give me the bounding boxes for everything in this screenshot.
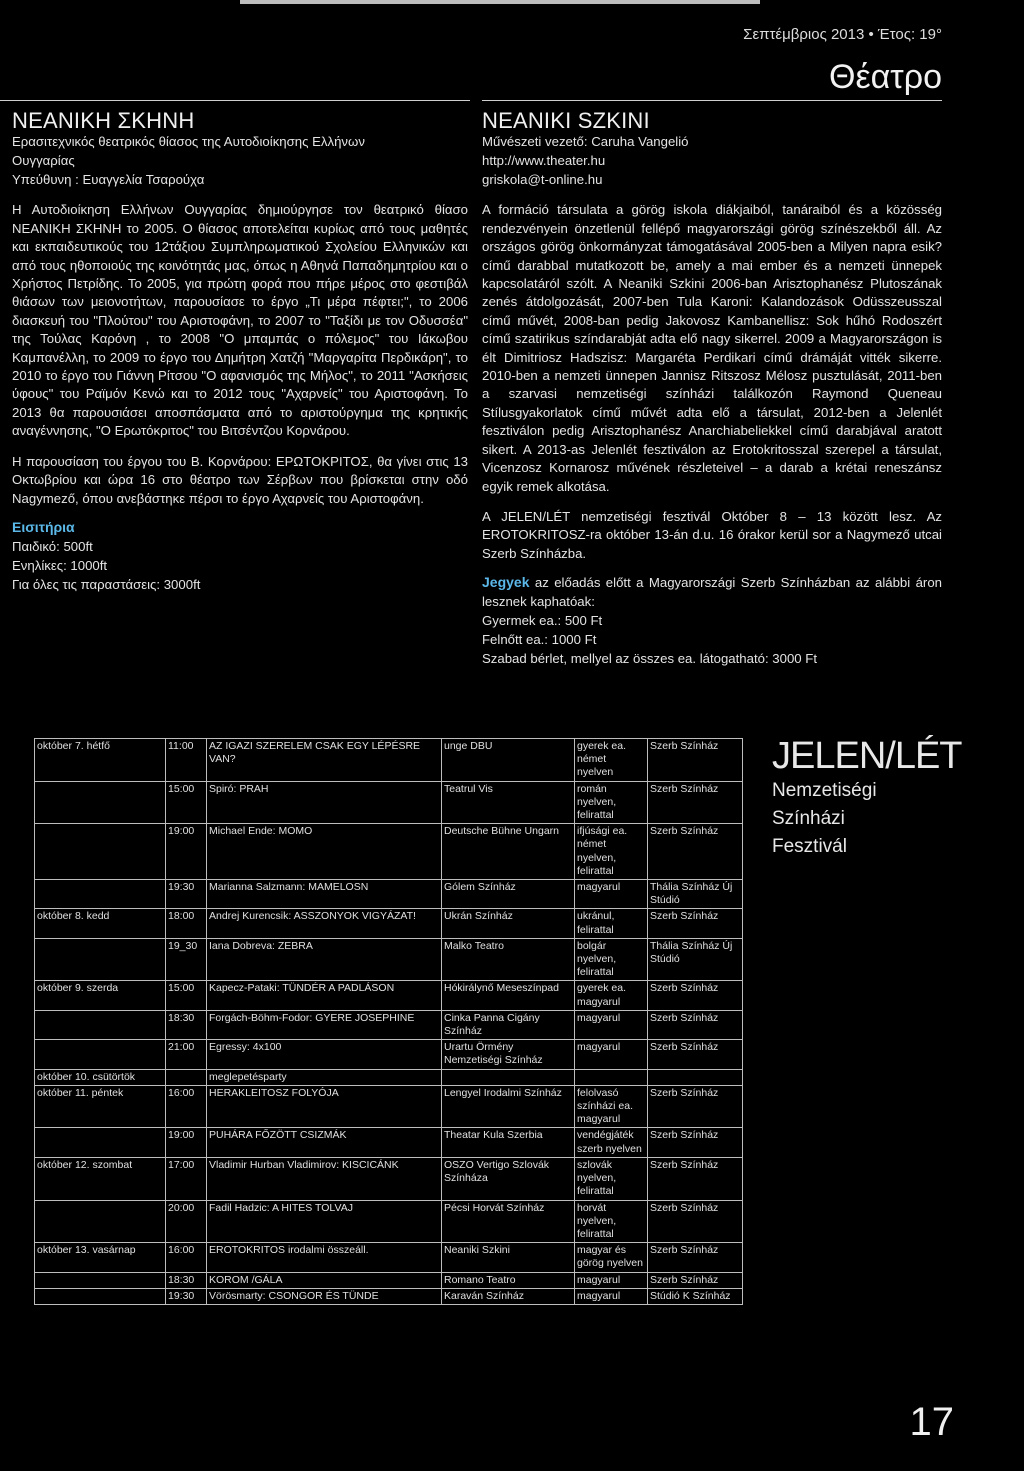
schedule-day	[35, 1200, 166, 1243]
schedule-language: magyar és görög nyelven	[575, 1243, 648, 1272]
schedule-play: Michael Ende: MOMO	[207, 824, 442, 880]
schedule-venue: Szerb Színház	[648, 1157, 743, 1200]
schedule-day	[35, 938, 166, 981]
schedule-company: Neaniki Szkini	[442, 1243, 575, 1272]
schedule-time: 19:00	[166, 1128, 207, 1157]
greek-ticket-line: Ενηλίκες: 1000ft	[12, 557, 108, 573]
table-row	[35, 938, 743, 981]
schedule-company: Hókirálynő Meseszínpad	[442, 981, 575, 1010]
greek-article	[12, 108, 468, 594]
hungarian-tickets-intro	[482, 573, 942, 611]
table-row	[35, 1040, 743, 1069]
hungarian-meta-line: Művészeti vezető: Caruha Vangelió	[482, 134, 689, 150]
table-row	[35, 1200, 743, 1243]
schedule-time: 18:00	[166, 909, 207, 938]
greek-title: ΝΕΑΝΙΚΗ ΣΚΗΝΗ	[12, 108, 195, 133]
schedule-venue: Szerb Színház	[648, 1272, 743, 1288]
table-row	[35, 1085, 743, 1128]
greek-ticket-line: Για όλες τις παραστάσεις: 3000ft	[12, 576, 201, 592]
festival-schedule-table	[34, 738, 743, 1305]
schedule-venue: Szerb Színház	[648, 909, 743, 938]
greek-meta-line: Ουγγαρίας	[12, 153, 75, 169]
schedule-language	[575, 1069, 648, 1085]
schedule-play: Vladimir Hurban Vladimirov: KISCICÁNK	[207, 1157, 442, 1200]
schedule-day: október 10. csütörtök	[35, 1069, 166, 1085]
top-decoration-bar	[240, 0, 760, 4]
schedule-venue: Szerb Színház	[648, 981, 743, 1010]
schedule-venue: Szerb Színház	[648, 824, 743, 880]
website-link[interactable]: http://www.theater.hu	[482, 153, 606, 169]
schedule-company: unge DBU	[442, 739, 575, 782]
schedule-company: Cinka Panna Cigány Színház	[442, 1010, 575, 1039]
schedule-day	[35, 781, 166, 824]
table-row	[35, 1272, 743, 1288]
schedule-language: ifjúsági ea. német nyelven, felirattal	[575, 824, 648, 880]
schedule-company: Deutsche Bühne Ungarn	[442, 824, 575, 880]
table-row	[35, 824, 743, 880]
hungarian-paragraph-2: A JELEN/LÉT nemzetiségi fesztivál Október 8 – 13 között lesz. Az EROTOKRITOSZ-ra október 13-án d.u. 16 órakor kerül sor a Nagymező utcai Szerb Színházba.	[482, 508, 942, 561]
schedule-language: román nyelven, felirattal	[575, 781, 648, 824]
schedule-day: október 11. péntek	[35, 1085, 166, 1128]
schedule-language: magyarul	[575, 1040, 648, 1069]
festival-subtitle-1: Nemzetiségi	[772, 780, 877, 801]
hungarian-ticket-line: Felnőtt ea.: 1000 Ft	[482, 632, 597, 648]
schedule-day	[35, 1288, 166, 1304]
greek-meta-line: Ερασιτεχνικός θεατρικός θίασος της Αυτοδιοίκησης Ελλήνων	[12, 134, 365, 150]
table-row	[35, 1243, 743, 1272]
schedule-play: EROTOKRITOS irodalmi összeáll.	[207, 1243, 442, 1272]
schedule-company: Karaván Színház	[442, 1288, 575, 1304]
schedule-day	[35, 1040, 166, 1069]
table-row	[35, 1010, 743, 1039]
table-row	[35, 1288, 743, 1304]
schedule-play: Egressy: 4x100	[207, 1040, 442, 1069]
email-link[interactable]: griskola@t-online.hu	[482, 172, 603, 188]
schedule-language: magyarul	[575, 1288, 648, 1304]
schedule-company: Urartu Örmény Nemzetiségi Színház	[442, 1040, 575, 1069]
schedule-play: Andrej Kurencsik: ASSZONYOK VIGYÁZAT!	[207, 909, 442, 938]
schedule-company: Ukrán Színház	[442, 909, 575, 938]
hungarian-tickets	[482, 573, 942, 668]
schedule-time: 18:30	[166, 1272, 207, 1288]
schedule-time: 17:00	[166, 1157, 207, 1200]
schedule-company: Malko Teatro	[442, 938, 575, 981]
schedule-day: október 8. kedd	[35, 909, 166, 938]
table-row	[35, 909, 743, 938]
hungarian-tickets-title: Jegyek	[482, 574, 530, 591]
schedule-venue: Szerb Színház	[648, 1243, 743, 1272]
schedule-day: október 13. vasárnap	[35, 1243, 166, 1272]
schedule-venue: Stúdió K Színház	[648, 1288, 743, 1304]
hungarian-article	[482, 108, 942, 668]
issue-date: Σεπτέμβριος 2013 • Έτος: 19°	[743, 26, 942, 43]
table-row	[35, 1069, 743, 1085]
schedule-day	[35, 1128, 166, 1157]
schedule-time: 11:00	[166, 739, 207, 782]
schedule-time: 19:00	[166, 824, 207, 880]
schedule-language: gyerek ea. német nyelven	[575, 739, 648, 782]
schedule-play: PUHÁRA FŐZÖTT CSIZMÁK	[207, 1128, 442, 1157]
schedule-play: Fadil Hadzic: A HITES TOLVAJ	[207, 1200, 442, 1243]
schedule-time: 16:00	[166, 1085, 207, 1128]
schedule-play: meglepetésparty	[207, 1069, 442, 1085]
schedule-body	[35, 739, 743, 1305]
hungarian-ticket-line: Gyermek ea.: 500 Ft	[482, 613, 603, 629]
schedule-day	[35, 824, 166, 880]
hungarian-ticket-line: Szabad bérlet, mellyel az összes ea. látogatható: 3000 Ft	[482, 651, 818, 667]
schedule-play: Iana Dobreva: ZEBRA	[207, 938, 442, 981]
schedule-language: magyarul	[575, 1010, 648, 1039]
schedule-venue	[648, 1069, 743, 1085]
table-row	[35, 880, 743, 909]
schedule-company	[442, 1069, 575, 1085]
schedule-play: Kapecz-Pataki: TÜNDÉR A PADLÁSON	[207, 981, 442, 1010]
schedule-time: 16:00	[166, 1243, 207, 1272]
schedule-play: AZ IGAZI SZERELEM CSAK EGY LÉPÉSRE VAN?	[207, 739, 442, 782]
schedule-language: horvát nyelven, felirattal	[575, 1200, 648, 1243]
greek-meta-line: Υπεύθυνη : Ευαγγελία Τσαρούχα	[12, 172, 205, 188]
schedule-play: HERAKLEITOSZ FOLYÓJA	[207, 1085, 442, 1128]
table-row	[35, 781, 743, 824]
schedule-company: Gólem Színház	[442, 880, 575, 909]
schedule-venue: Szerb Színház	[648, 1085, 743, 1128]
schedule-time: 19_30	[166, 938, 207, 981]
schedule-language: vendégjáték szerb nyelven	[575, 1128, 648, 1157]
schedule-play: Spiró: PRAH	[207, 781, 442, 824]
hungarian-meta	[482, 132, 942, 189]
schedule-company: OSZO Vertigo Szlovák Színháza	[442, 1157, 575, 1200]
header-rule-right	[482, 100, 942, 101]
schedule-day	[35, 1272, 166, 1288]
schedule-venue: Thália Színház Új Stúdió	[648, 880, 743, 909]
schedule-venue: Szerb Színház	[648, 1040, 743, 1069]
schedule-time: 19:30	[166, 880, 207, 909]
schedule-time: 18:30	[166, 1010, 207, 1039]
schedule-company: Theatar Kula Szerbia	[442, 1128, 575, 1157]
schedule-company: Romano Teatro	[442, 1272, 575, 1288]
page-number: 17	[909, 1400, 954, 1444]
section-title: Θέατρο	[829, 58, 942, 96]
schedule-play: KOROM /GÁLA	[207, 1272, 442, 1288]
schedule-venue: Szerb Színház	[648, 1010, 743, 1039]
schedule-play: Forgách-Böhm-Fodor: GYERE JOSEPHINE	[207, 1010, 442, 1039]
schedule-time: 20:00	[166, 1200, 207, 1243]
greek-ticket-line: Παιδικό: 500ft	[12, 538, 93, 554]
schedule-language: magyarul	[575, 880, 648, 909]
schedule-day	[35, 1010, 166, 1039]
schedule-time: 15:00	[166, 981, 207, 1010]
schedule-time: 19:30	[166, 1288, 207, 1304]
greek-paragraph-2: Η παρουσίαση του έργου του Β. Κορνάρου: ΕΡΩΤΟΚΡΙΤΟΣ, θα γίνει στις 13 Οκτωβρίου και ώρα 16 στο θέατρο των Σέρβων που βρίσκεται στην οδό Nagymező, όπου ανεβάστηκε πέρσι το έργο Αχαρνείς του Αριστοφάνη.	[12, 453, 468, 506]
table-row	[35, 981, 743, 1010]
schedule-day	[35, 880, 166, 909]
festival-subtitle-3: Fesztivál	[772, 836, 847, 857]
schedule-language: gyerek ea. magyarul	[575, 981, 648, 1010]
schedule-company: Lengyel Irodalmi Színház	[442, 1085, 575, 1128]
greek-paragraph-1: Η Αυτοδιοίκηση Ελλήνων Ουγγαρίας δημιούργησε τον θεατρικό θίασο ΝΕΑΝΙΚΗ ΣΚΗΝΗ το 2005. Ο θίασος αποτελείται κυρίως από τους μαθητές και εκπαιδευτικούς του 12τάξιου Συμπληρωματικού Σχολείου Ελληνικών και από τους ηθοποιούς της κοινότητάς μας, όπως η Αθηνά Παπαδημητρίου και ο Χρήστος Πετρίδης. Το 2005, για πρώτη φορά που πήρε μέρος στο φεστιβάλ θιάσων των μειονοτήτων, παρουσίασε το έργο „Τι μέρα πέφτει;", το 2006 διασκευή του "Πλούτου" του Αριστοφάνη, το 2007 το "Ταξίδι με τον Οδυσσέα" της Τούλας Καρόνη , το 2008 "Ο μπαμπάς ο πόλεμος" του Ιάκωβου Καμπανέλλη, το 2009 το έργο του Δημήτρη Χατζή "Μαργαρίτα Περδικάρη", το 2010 το έργο του Γιάννη Ρίτσου "Ο αφανισμός της Μήλος", το 2011 "Ασκήσεις ύφους" του Ραϊμόν Κενώ και το 2012 τους "Αχαρνείς" του Αριστοφάνη. Το 2013 θα παρουσιάσει αποσπάσματα από το αριστούργημα της κρητικής αναγέννησης, "Ο Ερωτόκριτος" του Βιτσέντζου Κορνάρου.	[12, 202, 468, 439]
festival-title: JELEN/LÉT	[772, 735, 962, 777]
festival-logo	[772, 735, 962, 861]
hungarian-title: NEANIKI SZKINI	[482, 108, 650, 133]
schedule-venue: Szerb Színház	[648, 1128, 743, 1157]
schedule-language: szlovák nyelven, felirattal	[575, 1157, 648, 1200]
table-row	[35, 1128, 743, 1157]
schedule-venue: Szerb Színház	[648, 781, 743, 824]
schedule-time: 15:00	[166, 781, 207, 824]
schedule-language: felolvasó színházi ea. magyarul	[575, 1085, 648, 1128]
schedule-venue: Szerb Színház	[648, 739, 743, 782]
hungarian-tickets-intro-text: az előadás előtt a Magyarországi Szerb Színházban az alábbi áron lesznek kaphatóak:	[482, 575, 942, 610]
schedule-language: magyarul	[575, 1272, 648, 1288]
greek-meta	[12, 132, 468, 189]
schedule-venue: Szerb Színház	[648, 1200, 743, 1243]
schedule-company: Teatrul Vis	[442, 781, 575, 824]
schedule-venue: Thália Színház Új Stúdió	[648, 938, 743, 981]
schedule-company: Pécsi Horvát Színház	[442, 1200, 575, 1243]
table-row	[35, 739, 743, 782]
header-rule-left	[0, 100, 470, 101]
table-row	[35, 1157, 743, 1200]
schedule-language: bolgár nyelven, felirattal	[575, 938, 648, 981]
schedule-play: Marianna Salzmann: MAMELOSN	[207, 880, 442, 909]
schedule-day: október 9. szerda	[35, 981, 166, 1010]
greek-tickets-title: Εισιτήρια	[12, 518, 75, 535]
schedule-time: 21:00	[166, 1040, 207, 1069]
schedule-day: október 7. hétfő	[35, 739, 166, 782]
schedule-day: október 12. szombat	[35, 1157, 166, 1200]
hungarian-paragraph-1: A formáció társulata a görög iskola diákjaiból, tanáraiból és a közösség rendezvényein önzetlenül fellépő magyarországi görög színészekből áll. Az országos görög önkormányzat támogatásával 2005-ben a Milyen napra esik? című darabbal mutatkozott be, amely a mai ember és a nemzeti ünnepek kapcsolatáról szólt. A Neaniki Szkini 2006-ban Arisztophanész Plutoszának zenés átdolgozását, 2007-ben Tula Karoni: Kalandozások Odüsszeusszal című művét, 2008-ban pedig Jakovosz Kambanellisz: Sok hűhó Rodoszért című szatirikus színdarabját adta elő nagy sikerrel. 2009 a Magyarországon is élt Dimitriosz Hadszisz: Margaréta Perdikari című drámáját vitték sikerre. 2010-ben a nemzeti ünnepen Jannisz Ritszosz Mélosz pusztulását, 2011-ben a szarvasi nemzetiségi színházi találkozón Raymond Queneau Stílusgyakorlatok című művét adta elő a társulat, 2012-ben a Jelenlét fesztiválon pedig Arisztophanész Anarchiabeliekkel című darabjával aratott sikert. A 2013-as Jelenlét fesztiválon az Erotokritosszal szerepel a társulat, Vicenzosz Kornarosz művének részleteivel – a darab a krétai reneszánsz egyik remek alkotása.	[482, 202, 942, 494]
schedule-time	[166, 1069, 207, 1085]
schedule-language: ukránul, felirattal	[575, 909, 648, 938]
greek-tickets	[12, 518, 468, 594]
festival-subtitle-2: Színházi	[772, 808, 845, 829]
schedule-play: Vörösmarty: CSONGOR ÉS TÜNDE	[207, 1288, 442, 1304]
